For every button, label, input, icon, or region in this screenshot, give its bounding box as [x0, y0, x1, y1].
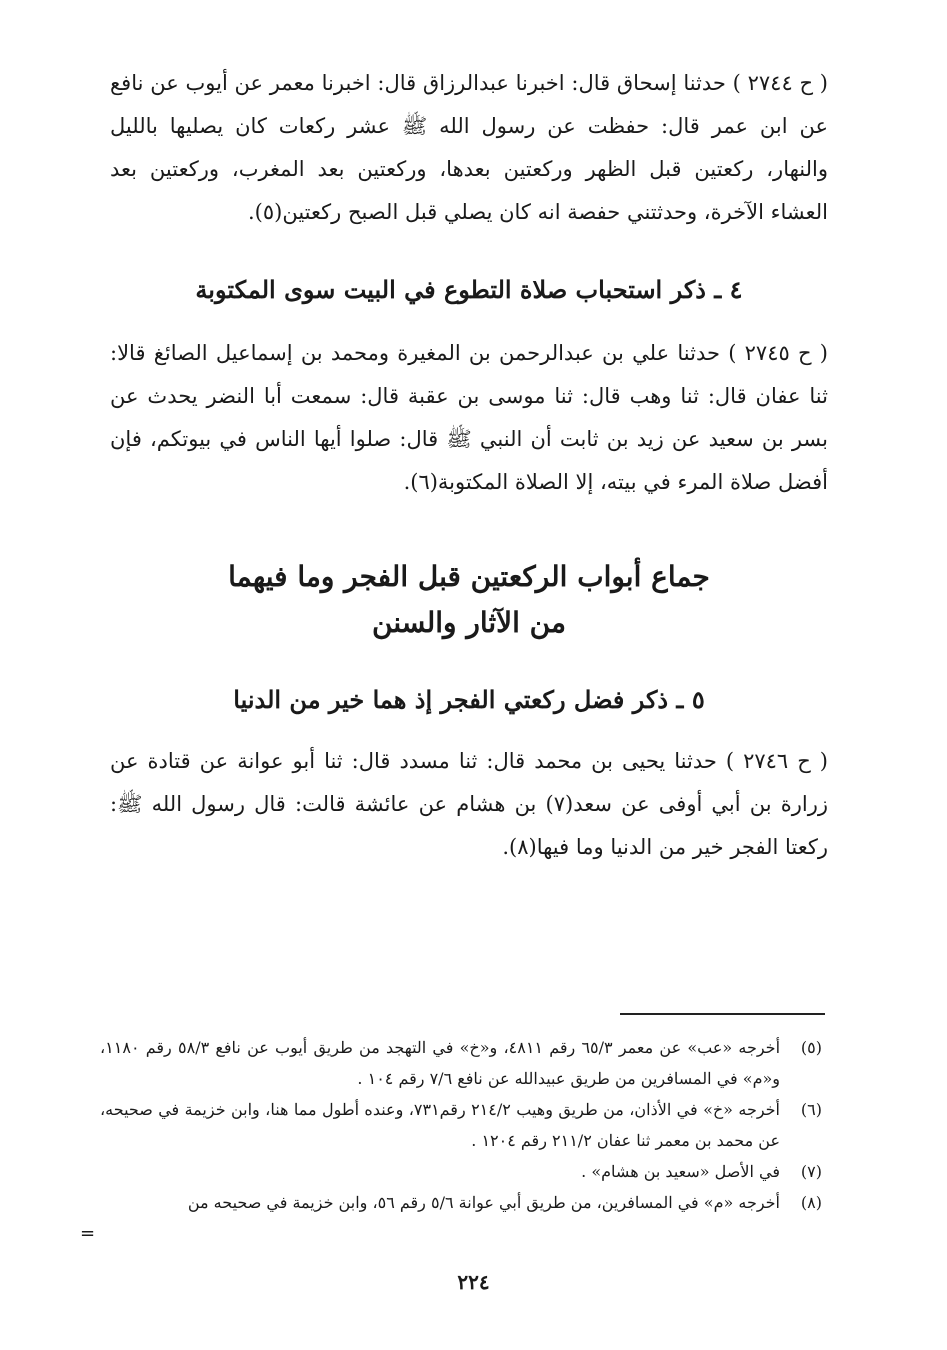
section-4-heading: ٤ ـ ذكر استحباب صلاة التطوع في البيت سوى المكتوبة [195, 275, 743, 304]
footnote-number: (٧) [800, 1162, 822, 1181]
section-5-heading: ٥ ـ ذكر فضل ركعتي الفجر إذ هما خير من الدنيا [233, 685, 705, 714]
hadith-2744: ( ح ٢٧٤٤ ) حدثنا إسحاق قال: اخبرنا عبدالرزاق قال: اخبرنا معمر عن أيوب عن نافع عن ابن عمر قال: حفظت عن رسول الله ﷺ عشر ركعات كان يصليها بالليل والنهار، ركعتين قبل الظهر وركعتين بعدها، وركعتين بعد المغرب، وركعتين بعد العشاء الآخرة، وحدثتني حفصة انه كان يصلي قبل الصبح ركعتين(٥). [110, 71, 828, 224]
footnote-text: أخرجه «خ» في الأذان، من طريق وهيب ٢١٤/٢ رقم٧٣١، وعنده أطول مما هنا، وابن خزيمة في صحيحه، عن محمد بن معمر ثنا عفان ٢١١/٢ رقم ١٢٠٤ . [100, 1100, 780, 1150]
footnote [100, 1187, 822, 1218]
page-body [110, 62, 828, 869]
chapter-heading-line-2: من الآثار والسنن [372, 606, 566, 639]
chapter-heading [110, 554, 828, 646]
footnote-separator [620, 1013, 825, 1015]
footnote [100, 1156, 822, 1187]
footnotes [100, 1032, 822, 1218]
hadith-2745: ( ح ٢٧٤٥ ) حدثنا علي بن عبدالرحمن بن المغيرة ومحمد بن إسماعيل الصائغ قالا: ثنا عفان قال: ثنا وهب قال: ثنا موسى بن عقبة قال: سمعت أبا النضر يحدث عن بسر بن سعيد عن زيد بن ثابت أن النبي ﷺ قال: صلوا أيها الناس في بيوتكم، فإن أفضل صلاة المرء في بيته، إلا الصلاة المكتوبة(٦). [110, 341, 829, 494]
footnote-text: في الأصل «سعيد بن هشام» . [581, 1162, 780, 1181]
chapter-heading-line-1: جماع أبواب الركعتين قبل الفجر وما فيهما [228, 560, 710, 593]
page-number: ٢٢٤ [457, 1270, 490, 1294]
footnote [100, 1032, 822, 1094]
footnote-number: (٥) [800, 1038, 822, 1057]
continuation-mark: = [80, 1223, 96, 1244]
footnote-number: (٦) [800, 1100, 822, 1119]
footnote [100, 1094, 822, 1156]
footnote-text: أخرجه «عب» عن معمر ٦٥/٣ رقم ٤٨١١، و«خ» في التهجد من طريق أيوب عن نافع ٥٨/٣ رقم ١١٨٠، و«م» في المسافرين من طريق عبيدالله عن نافع ٧/٦ رقم ١٠٤ . [100, 1038, 781, 1088]
footnote-number: (٨) [800, 1193, 822, 1212]
hadith-2746: ( ح ٢٧٤٦ ) حدثنا يحيى بن محمد قال: ثنا مسدد قال: ثنا أبو عوانة عن قتادة عن زرارة بن أبي أوفى عن سعد(٧) بن هشام عن عائشة قالت: قال رسول الله ﷺ: ركعتا الفجر خير من الدنيا وما فيها(٨). [110, 749, 828, 859]
footnote-text: أخرجه «م» في المسافرين، من طريق أبي عوانة ٥/٦ رقم ٥٦، وابن خزيمة في صحيحه من [187, 1193, 780, 1212]
